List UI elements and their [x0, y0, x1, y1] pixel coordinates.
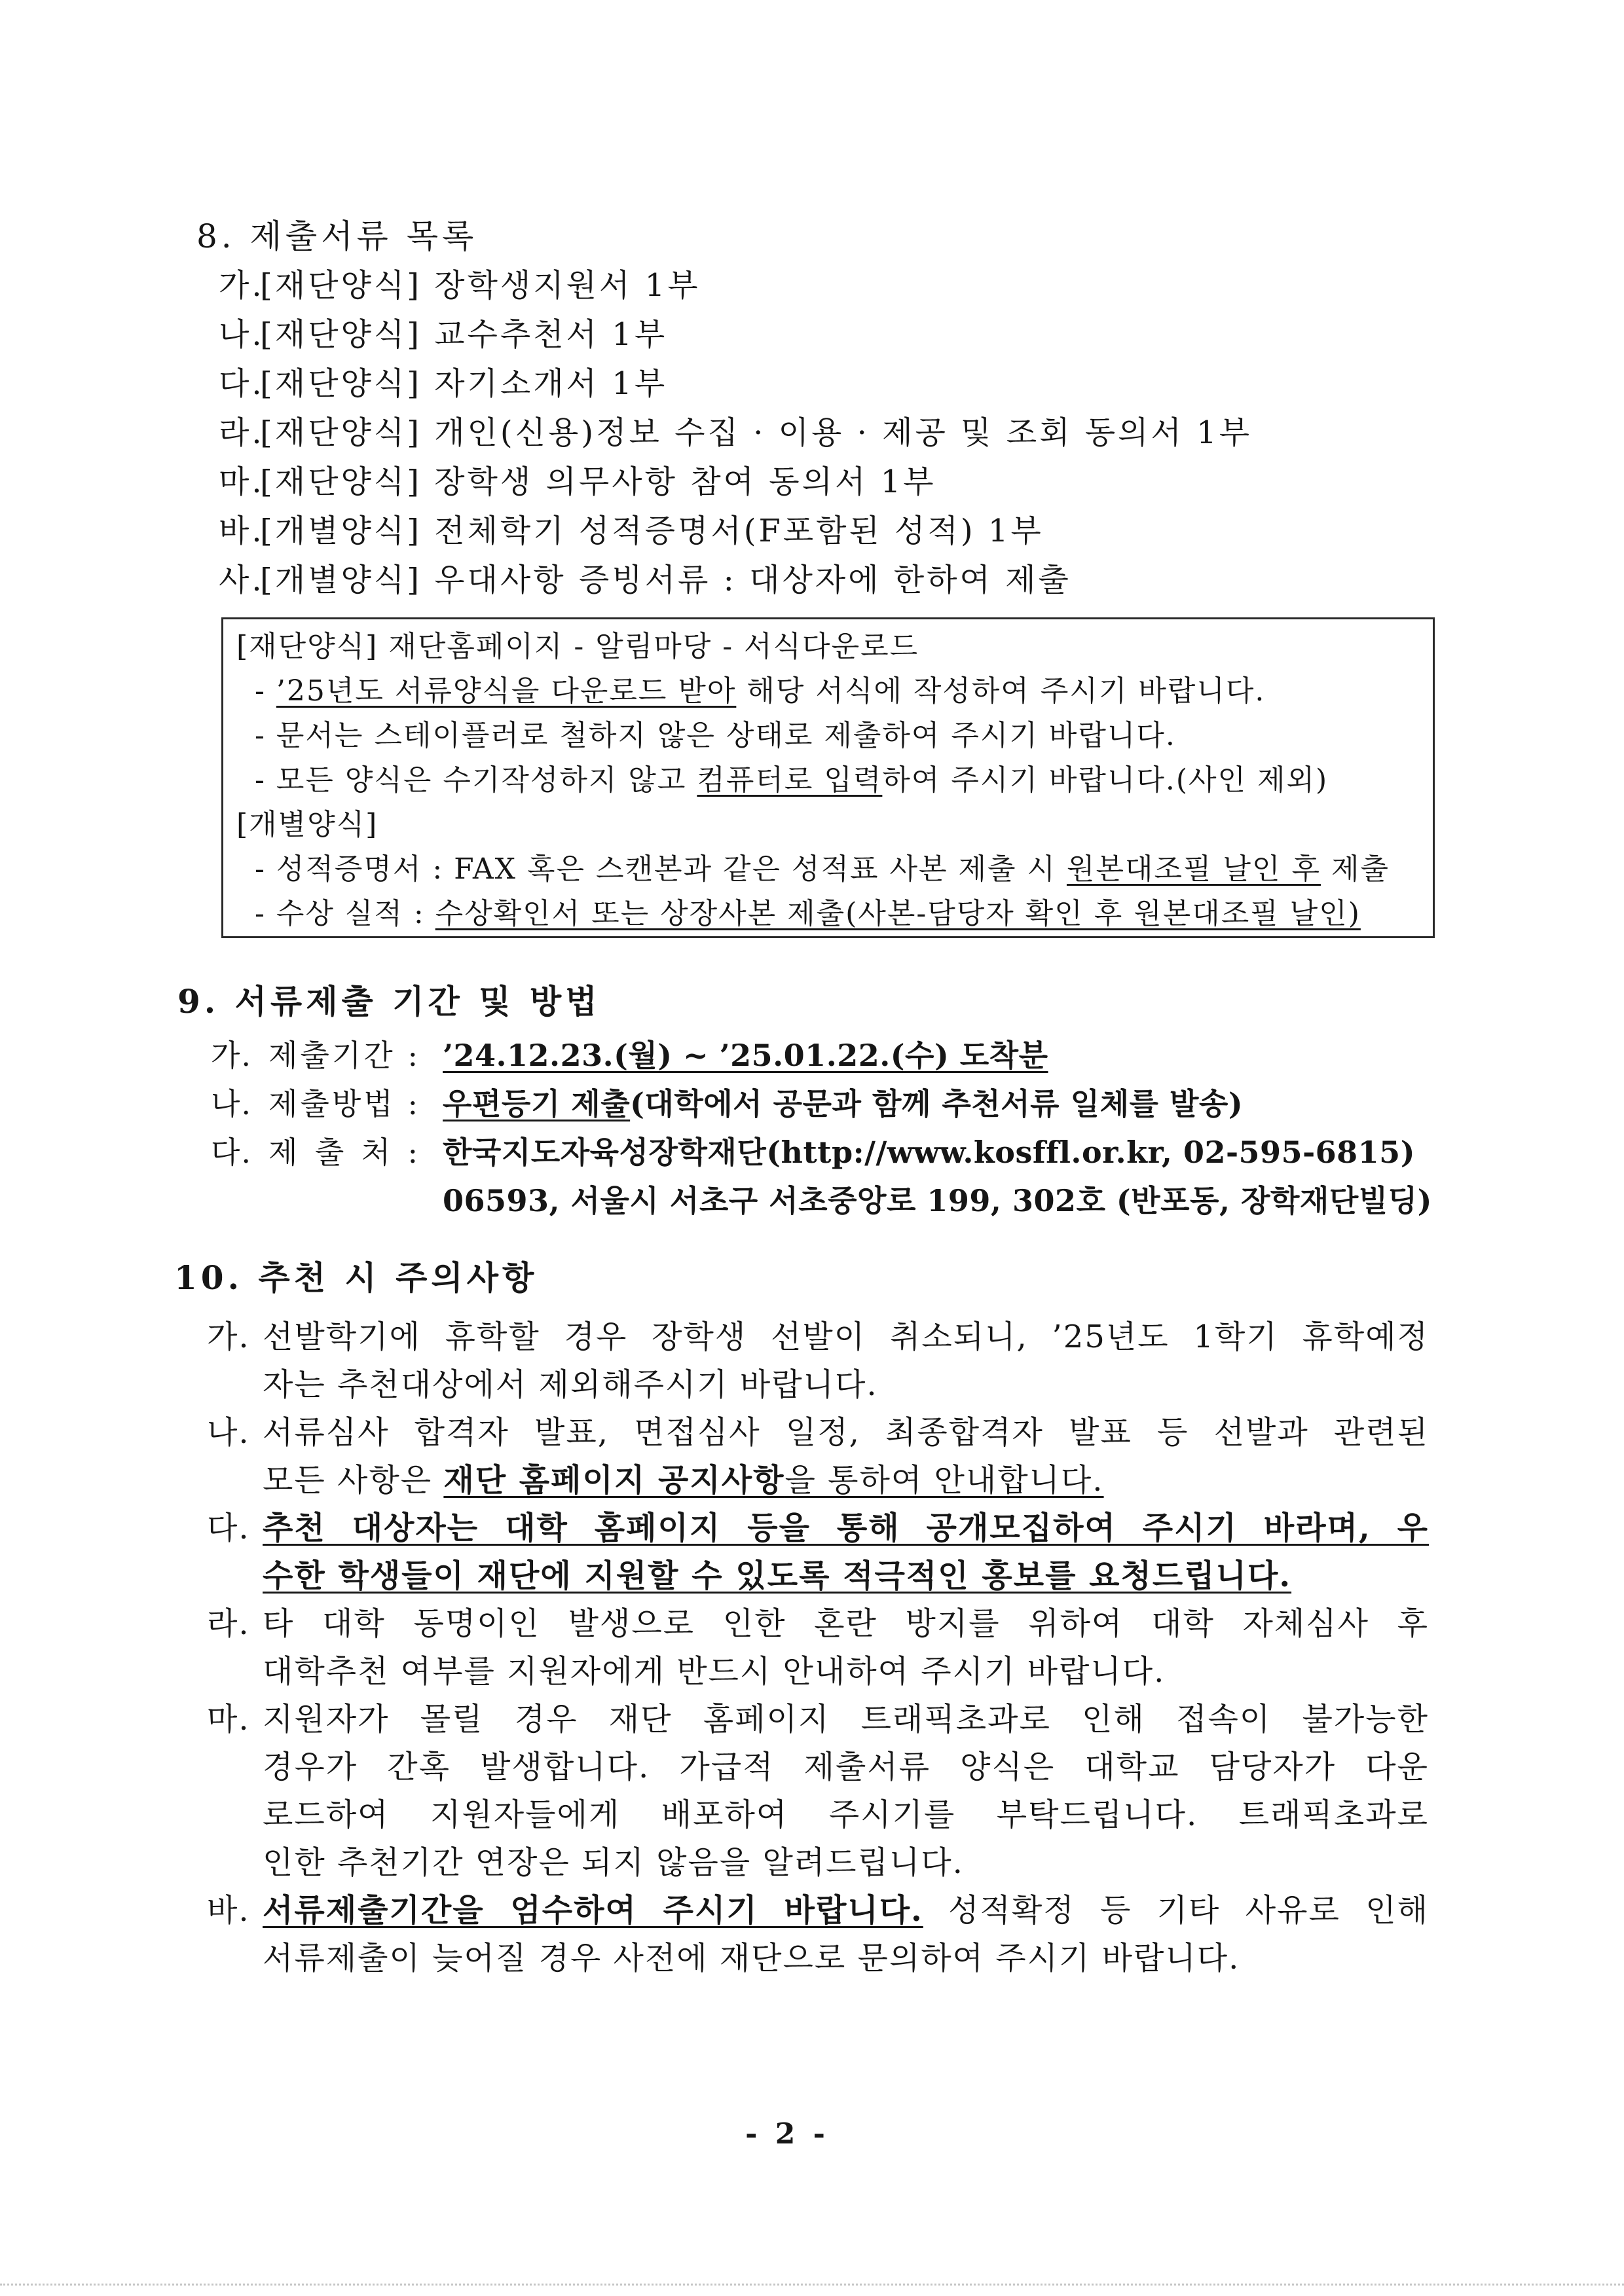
scan-edge-line: [0, 2284, 1624, 2286]
item-label: 제출방법 :: [268, 1086, 420, 1121]
caution-line: [263, 1600, 1429, 1648]
page-content: [0, 212, 1624, 1982]
section-9-heading: 9. 서류제출 기간 및 방법: [177, 982, 601, 1021]
item-text: [재단양식] 교수추천서 1부: [260, 316, 668, 353]
item-marker: 가.: [207, 1319, 250, 1355]
caution-line: [263, 1791, 1429, 1839]
caution-item: [207, 1600, 1429, 1696]
item-marker: 가.: [219, 267, 265, 304]
item-marker: 나.: [207, 1414, 250, 1451]
notice-line: [236, 847, 1433, 892]
caution-text: 경우가 간혹 발생합니다. 가급적 제출서류 양식은 대학교 담당자가 다운: [263, 1749, 1429, 1785]
section-8-heading: 8. 제출서류 목록: [196, 217, 478, 255]
form-notice-box: [221, 617, 1435, 938]
caution-item: [207, 1887, 1429, 1982]
caution-text: 대학추천 여부를 지원자에게 반드시 안내하여 주시기 바랍니다.: [263, 1653, 1166, 1690]
notice-text: 해당 서식에 작성하여 주시기 바랍니다.: [736, 674, 1266, 708]
caution-line: [263, 1313, 1429, 1361]
notice-text-underlined: 컴퓨터로 입력: [697, 763, 883, 797]
item-marker: 라.: [219, 414, 265, 451]
notice-line: [236, 758, 1433, 803]
notice-line: [236, 669, 1433, 714]
caution-text-emphasis: 추천 대상자는 대학 홈페이지 등을 통해 공개모집하여 주시기 바라며, 우: [263, 1510, 1429, 1546]
item-text: [개별양식] 전체학기 성적증명서(F포함된 성적) 1부: [260, 513, 1044, 549]
item-text: [개별양식] 우대사항 증빙서류 : 대상자에 한하여 제출: [260, 562, 1071, 598]
caution-text: 타 대학 동명이인 발생으로 인한 혼란 방지를 위하여 대학 자체심사 후: [263, 1605, 1429, 1642]
caution-text-emphasis: 수한 학생들이 재단에 지원할 수 있도록 적극적인 홍보를 요청드립니다.: [263, 1558, 1292, 1594]
caution-item: [207, 1504, 1429, 1600]
caution-item: [207, 1696, 1429, 1887]
caution-text-emphasis: 재단 홈페이지 공지사항: [443, 1462, 785, 1499]
caution-text: 로드하여 지원자들에게 배포하여 주시기를 부탁드립니다. 트래픽초과로: [263, 1796, 1429, 1833]
notice-text: 하여 주시기 바랍니다.(사인 제외): [882, 763, 1329, 797]
caution-line: [263, 1409, 1429, 1457]
submission-document-item: [219, 359, 1430, 409]
caution-line: [263, 1696, 1429, 1743]
item-marker: 마.: [207, 1701, 250, 1738]
item-marker: 다.: [219, 365, 265, 402]
caution-line: [263, 1361, 1429, 1409]
item-marker: 바.: [219, 513, 265, 549]
notice-line: [236, 803, 1433, 847]
item-text: [재단양식] 장학생지원서 1부: [260, 267, 701, 304]
submission-document-item: [219, 409, 1430, 458]
notice-line: [236, 892, 1433, 936]
notice-text: - 수상 실적 :: [255, 897, 435, 930]
caution-line: [263, 1552, 1429, 1600]
caution-line: [263, 1457, 1429, 1504]
caution-line: [263, 1887, 1429, 1935]
item-marker: 라.: [207, 1605, 250, 1642]
caution-item: [207, 1409, 1429, 1504]
caution-text: 서류제출이 늦어질 경우 사전에 재단으로 문의하여 주시기 바랍니다.: [263, 1940, 1240, 1977]
notice-text: [개별양식]: [236, 808, 378, 841]
item-marker: 마.: [219, 464, 265, 500]
foundation-contact: 한국지도자육성장학재단(http://www.kosffl.or.kr, 02-595-6815): [443, 1135, 1415, 1170]
notice-text: - 성적증명서 : FAX 혹은 스캔본과 같은 성적표 사본 제출 시: [255, 852, 1067, 886]
section-10-heading: 10. 추천 시 주의사항: [174, 1258, 538, 1297]
item-marker: 가.: [211, 1038, 253, 1073]
notice-text: - 모든 양식은 수기작성하지 않고: [255, 763, 697, 797]
recommendation-caution-list: [207, 1313, 1429, 1982]
submission-period-value: ’24.12.23.(월) ~ ’25.01.22.(수) 도착분: [443, 1038, 1048, 1073]
item-label: 제 출 처 :: [268, 1135, 420, 1170]
caution-line: [263, 1648, 1429, 1696]
item-marker: 나.: [211, 1086, 253, 1121]
caution-item: [207, 1313, 1429, 1409]
caution-text: 서류심사 합격자 발표, 면접심사 일정, 최종합격자 발표 등 선발과 관련된: [263, 1414, 1429, 1451]
notice-text: -: [255, 674, 276, 708]
submission-document-item: [219, 310, 1430, 359]
notice-text-underlined: 원본대조필 날인 후: [1066, 852, 1321, 886]
item-marker: 다.: [211, 1135, 253, 1170]
item-marker: 나.: [219, 316, 265, 353]
caution-line: [263, 1504, 1429, 1552]
notice-text: [재단양식] 재단홈페이지 - 알림마당 - 서식다운로드: [236, 630, 919, 663]
notice-text: - 문서는 스테이플러로 철하지 않은 상태로 제출하여 주시기 바랍니다.: [255, 719, 1176, 752]
submission-document-item: [219, 556, 1430, 605]
caution-text-underlined: 을 통하여 안내합니다.: [784, 1462, 1104, 1499]
caution-line: [263, 1935, 1429, 1982]
item-label: 제출기간 :: [268, 1038, 420, 1073]
page-number: - 2 -: [745, 2117, 829, 2151]
submission-document-list: [219, 261, 1430, 605]
caution-text-emphasis: 서류제출기간을 엄수하여 주시기 바랍니다.: [263, 1892, 923, 1929]
submission-destination-item: [211, 1128, 1521, 1225]
notice-text: 제출: [1320, 852, 1390, 886]
item-text: [재단양식] 자기소개서 1부: [260, 365, 668, 402]
foundation-address: 06593, 서울시 서초구 서초중앙로 199, 302호 (반포동, 장학재단빌딩): [443, 1183, 1432, 1218]
submission-method-item: [211, 1080, 1521, 1128]
notice-line: [236, 714, 1433, 758]
item-text: [재단양식] 장학생 의무사항 참여 동의서 1부: [260, 464, 936, 500]
submission-document-item: [219, 458, 1430, 507]
item-text: [재단양식] 개인(신용)정보 수집 · 이용 · 제공 및 조회 동의서 1부: [260, 414, 1253, 451]
caution-text: 인한 추천기간 연장은 되지 않음을 알려드립니다.: [263, 1844, 964, 1881]
caution-line: [263, 1839, 1429, 1887]
submission-document-item: [219, 507, 1430, 556]
notice-text-underlined: 수상확인서 또는 상장사본 제출(사본-담당자 확인 후 원본대조필 날인): [435, 897, 1361, 930]
caution-line: [263, 1743, 1429, 1791]
submission-document-item: [219, 261, 1430, 310]
caution-text: 선발학기에 휴학할 경우 장학생 선발이 취소되니, ’25년도 1학기 휴학예정: [263, 1319, 1429, 1355]
submission-method-detail: (대학에서 공문과 함께 추천서류 일체를 발송): [630, 1086, 1244, 1121]
notice-line: [236, 625, 1433, 669]
caution-text: 성적확정 등 기타 사유로 인해: [923, 1892, 1429, 1929]
submission-method-list: [211, 1031, 1521, 1225]
item-marker: 다.: [207, 1510, 250, 1546]
notice-text-underlined: ’25년도 서류양식을 다운로드 받아: [276, 674, 737, 708]
caution-text: 지원자가 몰릴 경우 재단 홈페이지 트래픽초과로 인해 접속이 불가능한: [263, 1701, 1429, 1738]
caution-text: 자는 추천대상에서 제외해주시기 바랍니다.: [263, 1366, 878, 1403]
submission-method-value: 우편등기 제출: [443, 1086, 631, 1121]
caution-text: 모든 사항은: [263, 1462, 444, 1499]
item-marker: 사.: [219, 562, 265, 598]
item-marker: 바.: [207, 1892, 250, 1929]
submission-period-item: [211, 1031, 1521, 1080]
